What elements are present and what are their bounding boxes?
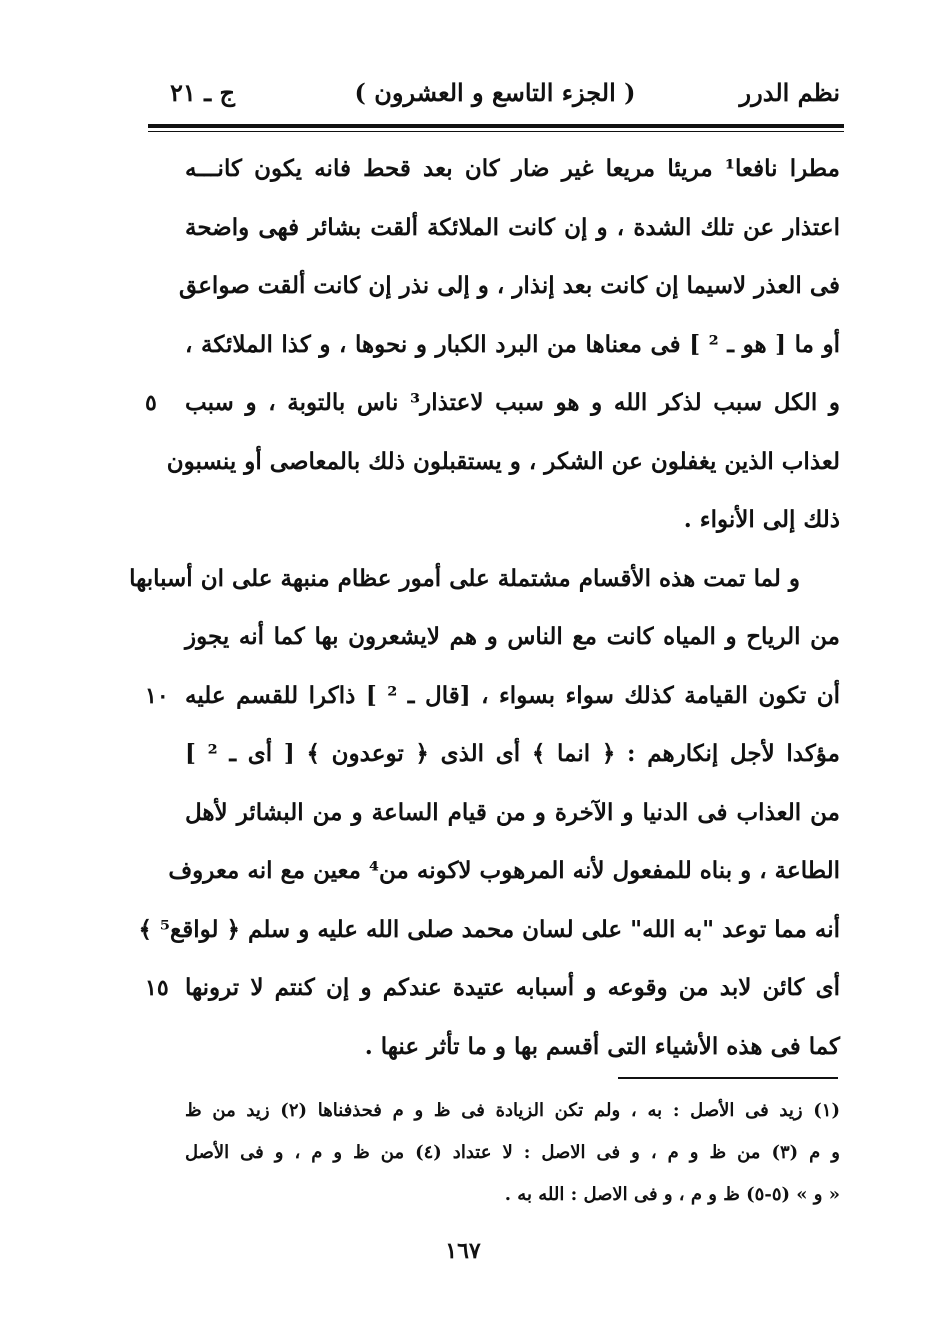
text-line: كما فى هذه الأشياء التى أقسم بها و ما تأثر عنها . (364, 1032, 840, 1060)
page-number: ١٦٧ (445, 1238, 481, 1264)
text-line: مؤكدا لأجل إنكارهم : ﴿ انما ﴾ أى الذى ﴿ توعدون ﴾ [ أى ـ ² ] (185, 740, 840, 767)
main-text (129, 140, 841, 1076)
running-header (150, 72, 840, 116)
text-line: أى كائن لابد من وقوعه و أسبابه عتيدة عندكم و إن كنتم لا ترونها ١٥ (185, 959, 840, 1018)
text-line: ذلك إلى الأنواء . (683, 506, 840, 533)
text-line: لعذاب الذين يغفلون عن الشكر ، و يستقبلون ذلك بالمعاصى أو ينسبون (166, 447, 840, 475)
text-line: أو ما [ هو ـ ² ] فى معناها من البرد الكبار و نحوها ، و كذا الملائكة ، (185, 330, 840, 358)
text-line: و لما تمت هذه الأقسام مشتملة على أمور عظام منبهة على ان أسبابها (129, 564, 800, 592)
volume-label: ج ـ ٢١ (170, 78, 236, 107)
text-line: أنه مما توعد "به الله" على لسان محمد صلى الله عليه و سلم ﴿ لواقع⁵ ﴾ (138, 915, 840, 943)
line-number: ١٥ (145, 975, 169, 1001)
part-title: ( الجزء التاسع و العشرون ) (354, 78, 636, 107)
line-number: ١٠ (145, 682, 169, 709)
text-line: و الكل سبب لذكر الله و هو سبب لاعتذار³ ناس بالتوبة ، و سبب ٥ (185, 374, 840, 433)
footnote-line: (١) زيد فى الأصل : به ، ولم تكن الزيادة فى ظ و م فحذفناها (٢) زيد من ظ (185, 1100, 840, 1121)
text-line: مطرا نافعا¹ مريئا مريعا غير ضار كان بعد قحط فانه يكون كانـــه (185, 155, 840, 182)
text-line: الطاعة ، و بناه للمفعول لأنه المرهوب لاكونه من⁴ معين مع انه معروف (168, 857, 840, 884)
header-rule-thin (148, 131, 844, 132)
book-title: نظم الدرر (739, 78, 840, 107)
header-rule-thick (148, 124, 844, 128)
text-line: أن تكون القيامة كذلك سواء بسواء ، [قال ـ ² ] ذاكرا للقسم عليه ١٠ (185, 667, 840, 726)
text-line: اعتذار عن تلك الشدة ، و إن كانت الملائكة ألقت بشائر فهى واضحة (185, 213, 840, 241)
footnote-line: و م (٣) من ظ و م ، و فى الاصل : لا عتداد (٤) من ظ و م ، و فى الأصل (185, 1142, 840, 1163)
text-line: من الرياح و المياه كانت مع الناس و هم لايشعرون بها كما أنه يجوز (185, 623, 840, 650)
line-number: ٥ (145, 390, 157, 416)
footnote-line: « و » (٥-٥) ظ و م ، و فى الاصل : الله به . (504, 1184, 840, 1205)
text-line: من العذاب فى الدنيا و الآخرة و من قيام الساعة و من البشائر لأهل (185, 798, 840, 826)
footnotes (185, 1090, 840, 1216)
text-line: فى العذر لاسيما إن كانت بعد إنذار ، و إلى نذر إن كانت ألقت صواعق (179, 272, 840, 299)
footnote-separator (618, 1077, 838, 1079)
